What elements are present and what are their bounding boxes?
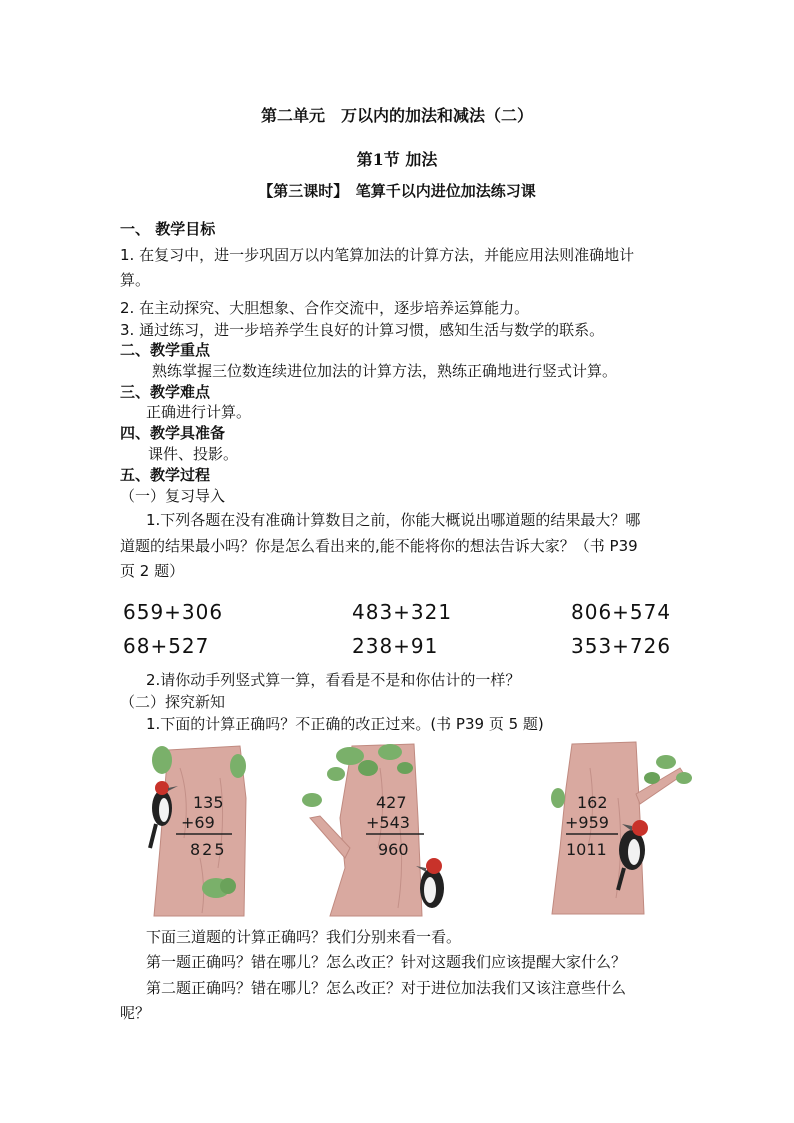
expression: 238+91: [352, 634, 439, 658]
expression: 806+574: [571, 600, 672, 624]
explore-question-1: 1.下面的计算正确吗？不正确的改正过来。(书 P39 页 5 题): [146, 715, 544, 733]
expression: 68+527: [123, 634, 210, 658]
paragraph-3-line1: 第二题正确吗？错在哪儿？怎么改正？对于进位加法我们又该注意些什么: [146, 979, 627, 997]
objective-3: 3. 通过练习，进一步培养学生良好的计算习惯，感知生活与数学的联系。: [120, 321, 605, 339]
paragraph-1: 下面三道题的计算正确吗？我们分别来看一看。: [146, 928, 462, 946]
calc-1-result: 825: [190, 840, 227, 859]
objective-2: 2. 在主动探究、大胆想象、合作交流中，逐步培养运算能力。: [120, 299, 530, 317]
difficulties-text: 正确进行计算。: [146, 403, 252, 421]
process-heading: 五、教学过程: [120, 466, 211, 484]
objectives-heading: 一、 教学目标: [120, 220, 216, 238]
part2-heading: （二）探究新知: [120, 693, 226, 711]
question-1-line1: 1.下列各题在没有准确计算数目之前，你能大概说出哪道题的结果最大？哪: [146, 511, 641, 529]
woodpecker-trees-illustration: [140, 738, 700, 918]
section-title: 第1节 加法: [356, 150, 438, 169]
question-2: 2.请你动手列竖式算一算，看看是不是和你估计的一样？: [146, 671, 521, 689]
calc-1-addend: +69: [181, 813, 215, 832]
question-1-line2: 道题的结果最小吗？你是怎么看出来的,能不能将你的想法告诉大家？（书 P39: [120, 537, 638, 555]
difficulties-heading: 三、教学难点: [120, 383, 211, 401]
paragraph-3-line2: 呢？: [120, 1004, 151, 1022]
unit-title: 第二单元 万以内的加法和减法（二）: [260, 106, 533, 125]
question-1-line3: 页 2 题）: [120, 562, 185, 580]
calc-2-addend: +543: [366, 813, 410, 832]
calc-2-top: 427: [376, 793, 407, 812]
part1-heading: （一）复习导入: [120, 487, 226, 505]
objective-1-line2: 算。: [120, 271, 151, 289]
expression: 353+726: [571, 634, 672, 658]
tools-heading: 四、教学具准备: [120, 424, 226, 442]
key-points-heading: 二、教学重点: [120, 341, 211, 359]
calc-3-top: 162: [577, 793, 608, 812]
objective-1-line1: 1. 在复习中，进一步巩固万以内笔算加法的计算方法，并能应用法则准确地计: [120, 246, 635, 264]
tools-text: 课件、投影。: [148, 445, 239, 463]
expression: 659+306: [123, 600, 224, 624]
calc-2-result: 960: [378, 840, 409, 859]
calc-3-result: 1011: [566, 840, 607, 859]
expression: 483+321: [352, 600, 453, 624]
paragraph-2: 第一题正确吗？错在哪儿？怎么改正？针对这题我们应该提醒大家什么？: [146, 953, 627, 971]
key-points-text: 熟练掌握三位数连续进位加法的计算方法，熟练正确地进行竖式计算。: [152, 362, 618, 380]
calc-1-top: 135: [193, 793, 224, 812]
lesson-title: 【第三课时】 笔算千以内进位加法练习课: [258, 182, 536, 200]
calc-3-addend: +959: [565, 813, 609, 832]
